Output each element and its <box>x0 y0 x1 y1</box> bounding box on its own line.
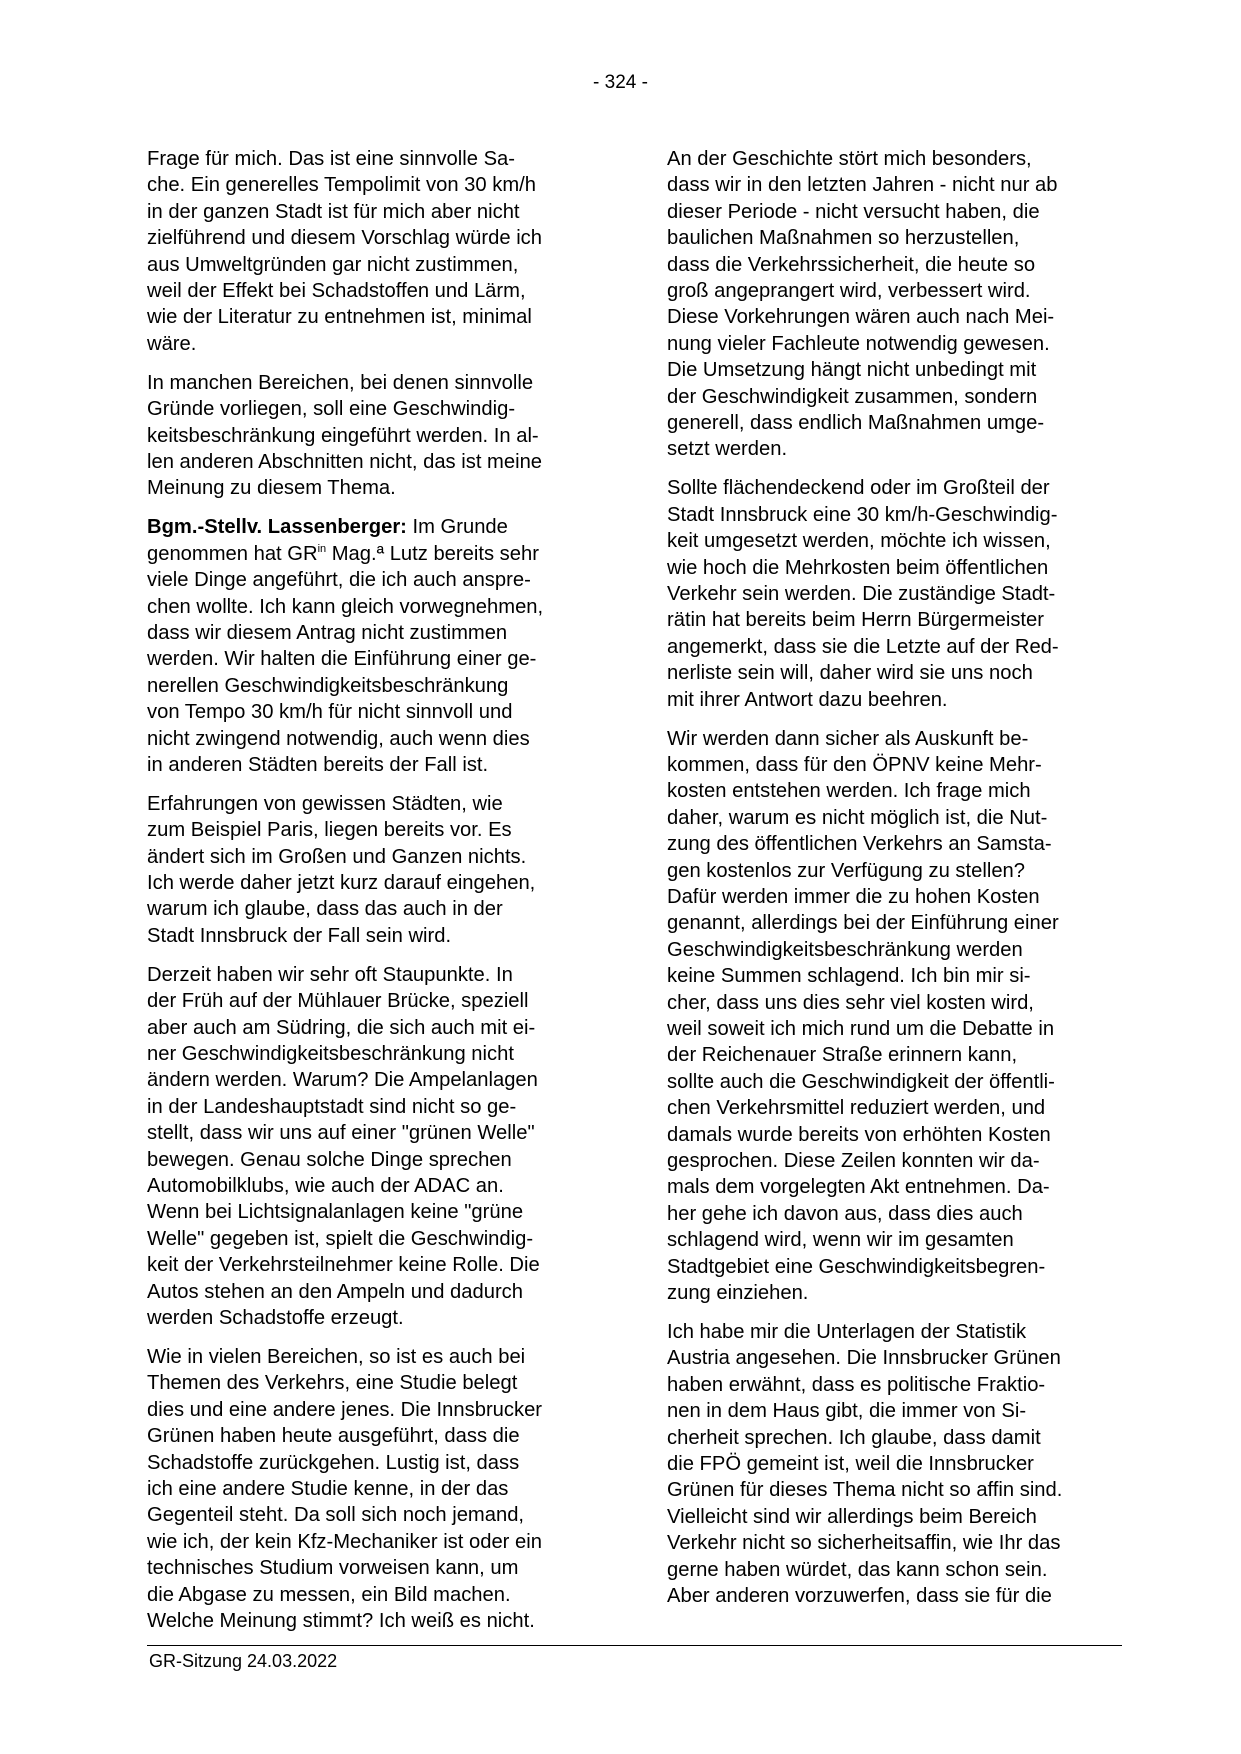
paragraph-line: nen in dem Haus gibt, die immer von Si- <box>667 1400 1027 1423</box>
paragraph-line: ändern werden. Warum? Die Ampelanlagen <box>147 1069 538 1092</box>
paragraph-line: Dafür werden immer die zu hohen Kosten <box>667 885 1040 908</box>
paragraph-line: Erfahrungen von gewissen Städten, wie <box>147 792 503 815</box>
paragraph-line: von Tempo 30 km/h für nicht sinnvoll und <box>147 701 513 724</box>
paragraph-line: Die Umsetzung hängt nicht unbedingt mit <box>667 359 1037 382</box>
paragraph-line: setzt werden. <box>667 438 788 461</box>
paragraph-line: genannt, allerdings bei der Einführung einer <box>667 912 1059 935</box>
paragraph-line: Ich habe mir die Unterlagen der Statistik <box>667 1320 1027 1343</box>
paragraph-line: Gründe vorliegen, soll eine Geschwindig- <box>147 398 516 421</box>
paragraph-line: generell, dass endlich Maßnahmen umge- <box>667 412 1045 435</box>
paragraph-line: aber auch am Südring, die sich auch mit ei- <box>147 1016 536 1039</box>
page-number: - 324 - <box>593 72 648 93</box>
paragraph-line: Diese Vorkehrungen wären auch nach Mei- <box>667 306 1055 329</box>
paragraph-line: baulichen Maßnahmen so herzustellen, <box>667 227 1020 250</box>
paragraph <box>147 146 603 357</box>
paragraph-line: Derzeit haben wir sehr oft Staupunkte. In <box>147 963 513 986</box>
paragraph-line: Verkehr sein werden. Die zuständige Stadt- <box>667 583 1056 605</box>
paragraph-line: her gehe ich davon aus, dass dies auch <box>667 1202 1023 1225</box>
paragraph <box>147 1344 603 1634</box>
paragraph-line: warum ich glaube, dass das auch in der <box>147 898 503 921</box>
paragraph-line: Wir werden dann sicher als Auskunft be- <box>667 727 1029 750</box>
paragraph-line: Welle" gegeben ist, spielt die Geschwindig- <box>147 1227 534 1250</box>
paragraph-line: schlagend wird, wenn wir im gesamten <box>667 1229 1014 1252</box>
right-column <box>667 146 1123 1622</box>
paragraph-line: Themen des Verkehrs, eine Studie belegt <box>147 1372 518 1395</box>
paragraph-line: Autos stehen an den Ampeln und dadurch <box>147 1280 523 1303</box>
paragraph-line: dass die Verkehrssicherheit, die heute so <box>667 253 1036 276</box>
paragraph-line: Automobilklubs, wie auch der ADAC an. <box>147 1175 504 1198</box>
paragraph-line: Stadt Innsbruck eine 30 km/h-Geschwindig- <box>667 503 1058 526</box>
paragraph-line: cherheit sprechen. Ich glaube, dass damit <box>667 1426 1041 1449</box>
paragraph-line: der Reichenauer Straße erinnern kann, <box>667 1044 1018 1067</box>
footer-divider <box>147 1645 1122 1646</box>
paragraph-line: zung einziehen. <box>667 1282 809 1305</box>
paragraph-line: keit der Verkehrsteilnehmer keine Rolle. Die <box>147 1254 540 1277</box>
paragraph-line: gesprochen. Diese Zeilen konnten wir da- <box>667 1150 1040 1173</box>
paragraph-line: dieser Periode - nicht versucht haben, die <box>667 200 1040 223</box>
superscript: in <box>317 542 327 555</box>
paragraph-line: nung vieler Fachleute notwendig gewesen. <box>667 332 1050 355</box>
paragraph-line: Wie in vielen Bereichen, so ist es auch bei <box>147 1345 526 1368</box>
paragraph-line: len anderen Abschnitten nicht, das ist meine <box>147 450 543 473</box>
paragraph-line: Gegenteil steht. Da soll sich noch jemand, <box>147 1504 525 1527</box>
paragraph-line: chen Verkehrsmittel reduziert werden, und <box>667 1097 1046 1120</box>
paragraph-line: in der ganzen Stadt ist für mich aber nicht <box>147 200 520 223</box>
paragraph <box>147 370 603 502</box>
paragraph-line: Verkehr nicht so sicherheitsaffin, wie Ihr das <box>667 1532 1061 1555</box>
paragraph-line: Grünen haben heute ausgeführt, dass die <box>147 1425 520 1448</box>
paragraph-line: wie der Literatur zu entnehmen ist, minimal <box>147 306 532 329</box>
paragraph-line: groß angeprangert wird, verbessert wird. <box>667 280 1031 303</box>
speaker-name: Bgm.-Stellv. Lassenberger: <box>147 516 407 539</box>
footer-session-date: GR-Sitzung 24.03.2022 <box>149 1651 338 1671</box>
paragraph-line: keit umgesetzt werden, möchte ich wissen, <box>667 530 1051 553</box>
paragraph-line: sollte auch die Geschwindigkeit der öffentli- <box>667 1070 1055 1093</box>
paragraph-line: in anderen Städten bereits der Fall ist. <box>147 753 489 776</box>
paragraph <box>667 475 1123 713</box>
paragraph-line: Aber anderen vorzuwerfen, dass sie für die <box>667 1585 1052 1608</box>
paragraph-line: cher, dass uns dies sehr viel kosten wird, <box>667 991 1034 1014</box>
paragraph-line: Grünen für dieses Thema nicht so affin sind. <box>667 1479 1063 1502</box>
paragraph <box>667 726 1123 1307</box>
paragraph-line: chen wollte. Ich kann gleich vorwegnehmen, <box>147 595 544 618</box>
speaker-paragraph <box>147 514 603 778</box>
paragraph-line: In manchen Bereichen, bei denen sinnvolle <box>147 371 534 394</box>
paragraph-line: Austria angesehen. Die Innsbrucker Grünen <box>667 1347 1061 1370</box>
paragraph-line: technisches Studium vorweisen kann, um <box>147 1557 519 1580</box>
paragraph-line: Sollte flächendeckend oder im Großteil der <box>667 477 1050 500</box>
paragraph-line: dies und eine andere jenes. Die Innsbrucker <box>147 1398 543 1421</box>
paragraph-line: ändert sich im Großen und Ganzen nichts. <box>147 845 527 868</box>
paragraph-line: die FPÖ gemeint ist, weil die Innsbrucker <box>667 1453 1034 1475</box>
paragraph-line: nicht zwingend notwendig, auch wenn dies <box>147 727 530 750</box>
paragraph-line: stellt, dass wir uns auf einer "grünen Welle" <box>147 1122 535 1145</box>
paragraph-line: weil der Effekt bei Schadstoffen und Lärm, <box>147 280 526 303</box>
paragraph-line: damals wurde bereits von erhöhten Kosten <box>667 1123 1051 1146</box>
paragraph-line: haben erwähnt, dass es politische Fraktio- <box>667 1373 1046 1396</box>
paragraph-line: Wenn bei Lichtsignalanlagen keine "grüne <box>147 1201 524 1224</box>
paragraph-line: keine Summen schlagend. Ich bin mir si- <box>667 965 1031 988</box>
paragraph-rest <box>147 567 603 778</box>
paragraph-line: viele Dinge angeführt, die ich auch anspre- <box>147 569 531 592</box>
paragraph <box>667 1319 1123 1609</box>
paragraph-line: mals dem vorgelegten Akt entnehmen. Da- <box>667 1176 1050 1199</box>
paragraph-line: rätin hat bereits beim Herrn Bürgermeister <box>667 609 1044 632</box>
line-text: genommen hat GR <box>147 542 318 565</box>
paragraph-line <box>147 541 603 567</box>
paragraph-line: die Abgase zu messen, ein Bild machen. <box>147 1583 511 1606</box>
paragraph-line: Geschwindigkeitsbeschränkung werden <box>667 938 1023 961</box>
paragraph-line: gen kostenlos zur Verfügung zu stellen? <box>667 859 1026 882</box>
paragraph-line: Frage für mich. Das ist eine sinnvolle Sa- <box>147 148 516 170</box>
paragraph-line: aus Umweltgründen gar nicht zustimmen, <box>147 253 519 276</box>
paragraph-line: daher, warum es nicht möglich ist, die Nut- <box>667 806 1048 829</box>
paragraph-line: der Geschwindigkeit zusammen, sondern <box>667 385 1038 408</box>
paragraph-line: bewegen. Genau solche Dinge sprechen <box>147 1148 512 1171</box>
line-text: Mag.ª Lutz bereits sehr <box>326 542 539 565</box>
paragraph-line: Meinung zu diesem Thema. <box>147 477 396 500</box>
paragraph-line: Ich werde daher jetzt kurz darauf eingehen, <box>147 872 536 895</box>
paragraph-line: dass wir diesem Antrag nicht zustimmen <box>147 621 508 644</box>
paragraph-line: wie ich, der kein Kfz-Mechaniker ist oder ein <box>147 1530 542 1553</box>
paragraph-line: keitsbeschränkung eingeführt werden. In al- <box>147 424 539 447</box>
paragraph-line <box>147 514 603 540</box>
paragraph-line: Schadstoffe zurückgehen. Lustig ist, dass <box>147 1451 520 1474</box>
paragraph <box>147 791 603 949</box>
paragraph-line: kommen, dass für den ÖPNV keine Mehr- <box>667 753 1042 776</box>
paragraph-line: angemerkt, dass sie die Letzte auf der Red- <box>667 635 1059 658</box>
line-text: Im Grunde <box>406 516 508 539</box>
paragraph-line: der Früh auf der Mühlauer Brücke, speziell <box>147 990 529 1013</box>
paragraph-line: ner Geschwindigkeitsbeschränkung nicht <box>147 1043 514 1065</box>
paragraph-line: nerellen Geschwindigkeitsbeschränkung <box>147 674 509 697</box>
paragraph-line: wäre. <box>147 332 197 355</box>
paragraph <box>147 962 603 1332</box>
paragraph-line: Welche Meinung stimmt? Ich weiß es nicht. <box>147 1610 535 1633</box>
paragraph-line: zung des öffentlichen Verkehrs an Samsta- <box>667 833 1052 856</box>
paragraph-line: ich eine andere Studie kenne, in der das <box>147 1478 509 1500</box>
paragraph-line: zielführend und diesem Vorschlag würde ich <box>147 227 543 250</box>
paragraph-line: werden Schadstoffe erzeugt. <box>147 1307 404 1330</box>
paragraph-line: nerliste sein will, daher wird sie uns noch <box>667 662 1033 685</box>
paragraph-line: kosten entstehen werden. Ich frage mich <box>667 780 1031 803</box>
paragraph-line: in der Landeshauptstadt sind nicht so ge- <box>147 1095 517 1118</box>
paragraph-line: werden. Wir halten die Einführung einer ge- <box>147 648 537 671</box>
paragraph-line: mit ihrer Antwort dazu beehren. <box>667 688 948 711</box>
paragraph-line: gerne haben würdet, das kann schon sein. <box>667 1558 1048 1581</box>
paragraph-line: An der Geschichte stört mich besonders, <box>667 148 1032 170</box>
paragraph-line: wie hoch die Mehrkosten beim öffentlichen <box>667 556 1049 579</box>
paragraph <box>667 146 1123 463</box>
paragraph-line: Stadt Innsbruck der Fall sein wird. <box>147 924 452 947</box>
left-column <box>147 146 603 1647</box>
paragraph-line: Stadtgebiet eine Geschwindigkeitsbegren- <box>667 1255 1046 1278</box>
paragraph-line: weil soweit ich mich rund um die Debatte in <box>667 1018 1055 1040</box>
paragraph-line: dass wir in den letzten Jahren - nicht nur ab <box>667 174 1058 197</box>
paragraph-line: che. Ein generelles Tempolimit von 30 km/h <box>147 174 536 197</box>
paragraph-line: Vielleicht sind wir allerdings beim Bereich <box>667 1505 1037 1528</box>
paragraph-line: zum Beispiel Paris, liegen bereits vor. Es <box>147 819 512 842</box>
